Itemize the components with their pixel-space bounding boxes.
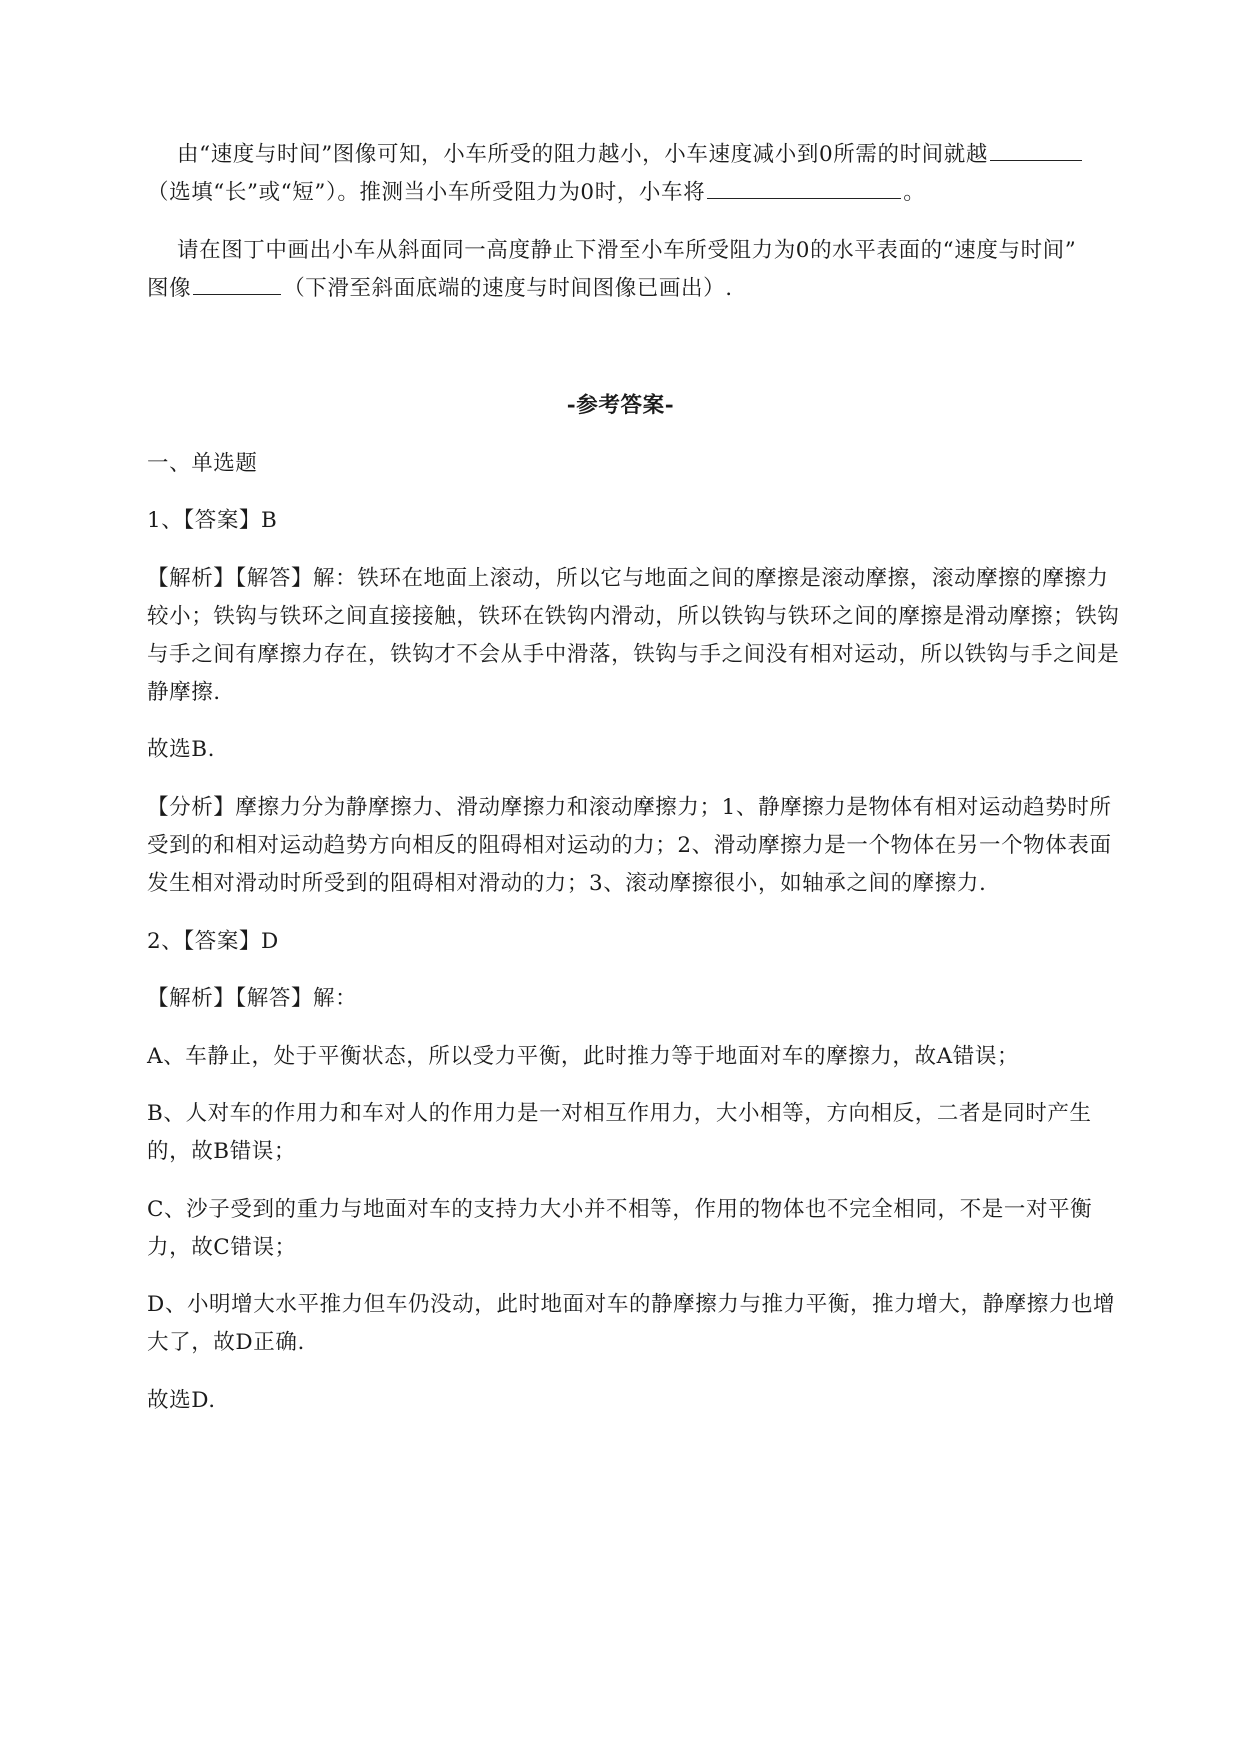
- question-paragraph-1-line-1: 由“速度与时间”图像可知，小车所受的阻力越小，小车速度减小到0所需的时间就越: [147, 136, 1175, 174]
- q1-explanation-line: 较小；铁钩与铁环之间直接接触，铁环在铁钩内滑动，所以铁钩与铁环之间的摩擦是滑动摩擦；铁钩: [147, 604, 1120, 629]
- q1-analysis-line: 发生相对滑动时所受到的阻碍相对滑动的力；3、滚动摩擦很小，如轴承之间的摩擦力.: [147, 871, 987, 896]
- q2-option-c-line: 力，故C错误；: [147, 1235, 297, 1260]
- section-title: 一、单选题: [147, 451, 258, 476]
- q1-analysis-line: 【分析】摩擦力分为静摩擦力、滑动摩擦力和滚动摩擦力；1、静摩擦力是物体有相对运动趋势时所: [147, 795, 1112, 820]
- q1-explanation-line: 【解析】【解答】解：铁环在地面上滚动，所以它与地面之间的摩擦是滚动摩擦，滚动摩擦的摩擦力: [147, 566, 1109, 591]
- q2-answer: 2、【答案】D: [147, 929, 279, 954]
- q2-option-d-line: 大了，故D正确.: [147, 1330, 305, 1355]
- answer-blank: [193, 270, 281, 295]
- q1-analysis-line: 受到的和相对运动趋势方向相反的阻碍相对运动的力；2、滑动摩擦力是一个物体在另一个物体表面: [147, 833, 1112, 858]
- question-paragraph-2-line-1: 请在图丁中画出小车从斜面同一高度静止下滑至小车所受阻力为0的水平表面的“速度与时间”: [177, 238, 1077, 263]
- q2-option-c-line: C、沙子受到的重力与地面对车的支持力大小并不相等，作用的物体也不完全相同，不是一对平衡: [147, 1197, 1093, 1222]
- q1-conclusion: 故选B.: [147, 737, 216, 762]
- q2-option-a: A、车静止，处于平衡状态，所以受力平衡，此时推力等于地面对车的摩擦力，故A错误；: [147, 1044, 1020, 1069]
- q1-explanation-line: 与手之间有摩擦力存在，铁钩才不会从手中滑落，铁钩与手之间没有相对运动，所以铁钩与手之间是: [147, 642, 1120, 667]
- answers-heading: -参考答案-: [566, 393, 675, 418]
- question-paragraph-1-line-2: （选填“长”或“短”）。推测当小车所受阻力为0时，小车将 。: [147, 174, 1145, 212]
- q2-conclusion: 故选D.: [147, 1388, 216, 1413]
- q1-explanation-line: 静摩擦.: [147, 680, 221, 705]
- q2-option-b-line: B、人对车的作用力和车对人的作用力是一对相互作用力，大小相等，方向相反，二者是同时产生: [147, 1101, 1092, 1126]
- question-paragraph-2-line-2: 图像 （下滑至斜面底端的速度与时间图像已画出）.: [147, 270, 1145, 308]
- q1-answer: 1、【答案】B: [147, 508, 278, 533]
- q2-option-b-line: 的，故B错误；: [147, 1139, 297, 1164]
- q2-explanation-head: 【解析】【解答】解：: [147, 986, 358, 1011]
- answer-blank: [990, 136, 1082, 161]
- answer-blank: [707, 174, 901, 199]
- q2-option-d-line: D、小明增大水平推力但车仍没动，此时地面对车的静摩擦力与推力平衡，推力增大，静摩擦力也增: [147, 1292, 1116, 1317]
